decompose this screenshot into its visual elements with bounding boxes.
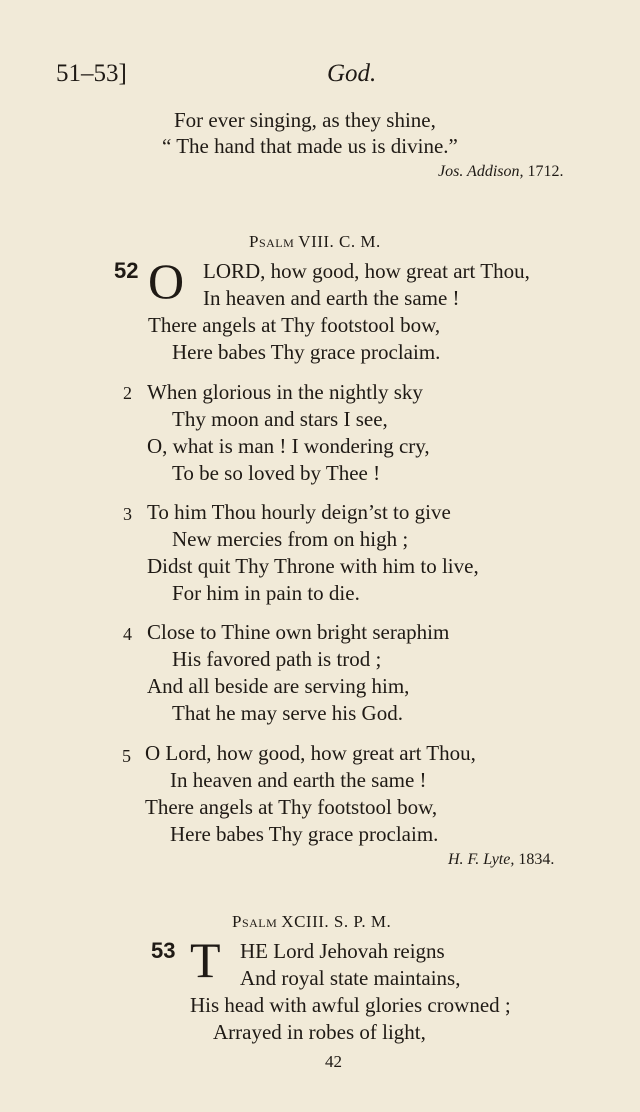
hymn-number: 53 [151,938,176,963]
author-year: 1834. [518,851,555,868]
verse-line: New mercies from on high ; [172,527,409,551]
verse-line: That he may serve his God. [172,701,403,725]
hymn-number: 52 [114,258,139,283]
author-name: Jos. Addison, [438,163,524,180]
heading-word: Psalm [249,232,295,251]
verse-line: There angels at Thy footstool bow, [145,795,438,819]
verse-line: Here babes Thy grace proclaim. [170,822,439,846]
verse-line: O Lord, how good, how great art Thou, [145,741,476,765]
hymn-heading [232,912,391,932]
verse-line: When glorious in the nightly sky [147,380,423,404]
verse-line: LORD, how good, how great art Thou, [203,259,530,283]
verse-line: To be so loved by Thee ! [172,461,381,485]
verse-number: 5 [122,746,131,766]
heading-word: Psalm [232,912,278,931]
verse-line: Close to Thine own bright seraphim [147,620,450,644]
author-attribution [438,163,563,181]
verse-line: To him Thou hourly deign’st to give [147,500,451,524]
verse-line: There angels at Thy footstool bow, [148,313,441,337]
hymn-heading [249,232,381,252]
drop-cap: T [190,932,221,988]
verse-line: In heaven and earth the same ! [203,286,460,310]
verse-line: O, what is man ! I wondering cry, [147,434,430,458]
verse-line: Arrayed in robes of light, [213,1020,426,1044]
page-range: 51–53] [56,60,127,87]
verse-line: “ The hand that made us is divine.” [162,134,458,158]
heading-meter: VIII. C. M. [298,232,381,251]
verse-number: 2 [123,383,132,403]
author-year: 1712. [527,163,564,180]
verse-number: 4 [123,624,132,644]
verse-line: His head with awful glories crowned ; [190,993,511,1017]
verse-line: For ever singing, as they shine, [174,108,436,132]
verse-number: 3 [123,504,132,524]
verse-line: HE Lord Jehovah reigns [240,939,445,963]
verse-line: And all beside are serving him, [147,674,410,698]
verse-line: For him in pain to die. [172,581,360,605]
author-attribution [448,851,554,869]
verse-line: And royal state maintains, [240,966,461,990]
author-name: H. F. Lyte, [448,851,515,868]
heading-meter: XCIII. S. P. M. [281,912,392,931]
page-number: 42 [325,1052,342,1071]
verse-line: Thy moon and stars I see, [172,407,388,431]
verse-line: His favored path is trod ; [172,647,382,671]
verse-line: Didst quit Thy Throne with him to live, [147,554,479,578]
verse-line: Here babes Thy grace proclaim. [172,340,441,364]
running-title: God. [327,60,377,87]
drop-cap: O [148,253,185,309]
verse-line: In heaven and earth the same ! [170,768,427,792]
